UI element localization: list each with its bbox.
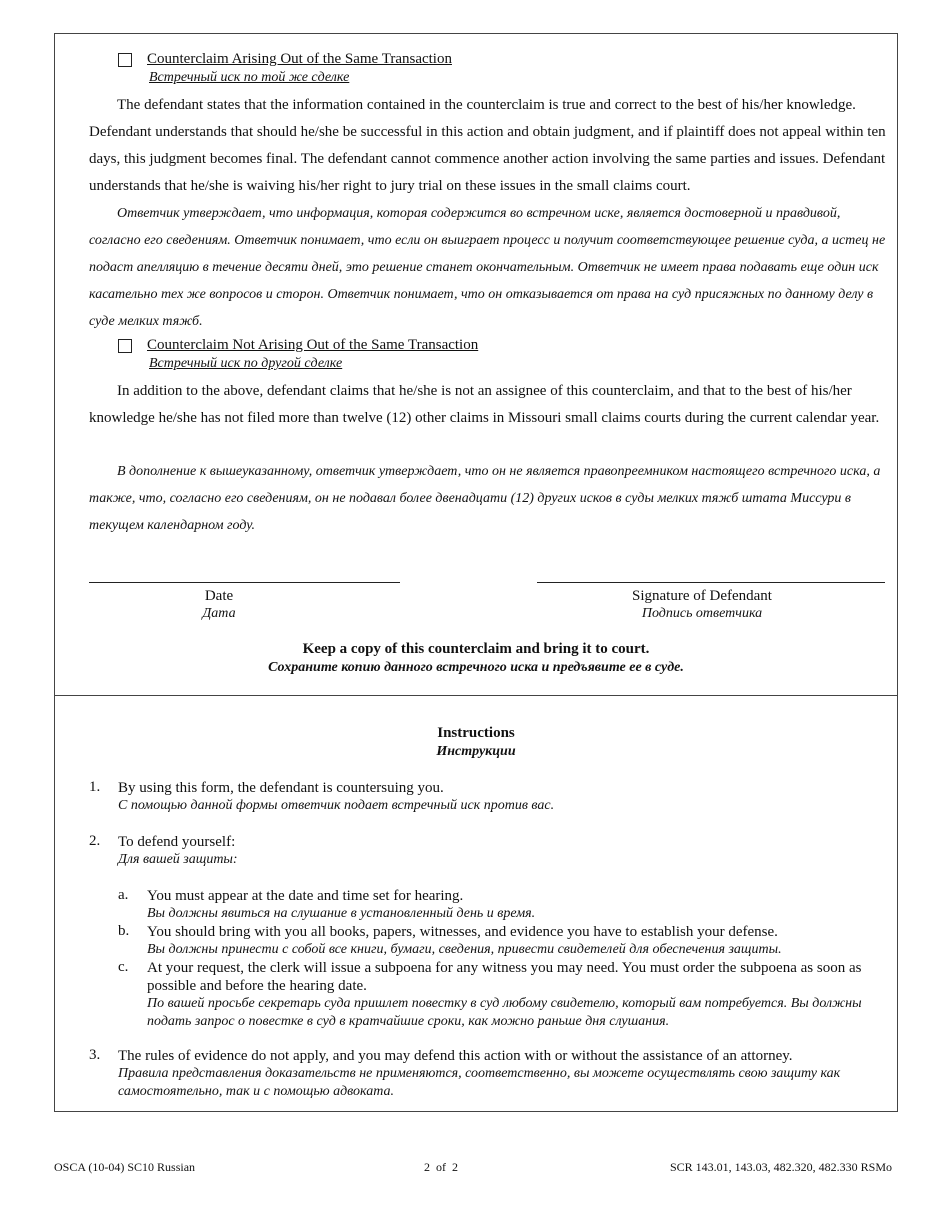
option2-paragraph-ru: В дополнение к вышеуказанному, ответчик утверждает, что он не является правопреемником настоящего встречного иска, а также, что, согласно его сведениям, он не подавал более двенадцати (12) других исков в суды мелких тяжб штата Миссури в текущем календарном году. [89, 464, 881, 533]
option1-paragraph-en: The defendant states that the information contained in the counterclaim is true and correct to the best of his/her knowledge. Defendant understands that should he/she be successful in this action and obtain judgment, and if plaintiff does not appeal within ten days, this judgment becomes final. The defendant cannot commence another action involving the same parties and issues. Defendant understands that he/she is waiving his/her right to jury trial on these issues in the small claims court. [89, 97, 886, 194]
item1-number: 1. [89, 779, 101, 795]
item2c-letter: c. [118, 959, 129, 975]
date-label-en: Date [204, 588, 234, 604]
item3 [118, 1047, 858, 1101]
option2-paragraph-en: In addition to the above, defendant claims that he/she is not an assignee of this counterclaim, and that to the best of his/her knowledge he/she has not filed more than twelve (12) other claims in Missouri small claims courts during the current calendar year. [89, 383, 880, 426]
item2b [147, 923, 892, 959]
item2-number: 2. [89, 833, 101, 849]
keep-copy-en: Keep a copy of this counterclaim and bring it to court. [302, 641, 650, 657]
same-transaction-checkbox[interactable] [118, 53, 132, 67]
item2b-ru: Вы должны принести с собой все книги, бумаги, сведения, привести свидетелей для обеспечения защиты. [147, 942, 782, 957]
date-line[interactable] [89, 582, 400, 583]
item1-en: By using this form, the defendant is countersuing you. [118, 780, 444, 796]
signature-line[interactable] [537, 582, 885, 583]
option1-label-ru: Встречный иск по той же сделке [149, 70, 350, 85]
item1 [118, 779, 888, 815]
item2a-letter: a. [118, 887, 129, 903]
signature-label-ru: Подпись ответчика [641, 606, 763, 621]
keep-copy-ru: Сохраните копию данного встречного иска и предъявите ее в суде. [268, 660, 684, 675]
item2-ru: Для вашей защиты: [118, 852, 238, 867]
item1-ru: С помощью данной формы ответчик подает встречный иск против вас. [118, 798, 555, 813]
item2 [118, 833, 888, 869]
item2b-en: You should bring with you all books, papers, witnesses, and evidence you have to establish your defense. [147, 924, 778, 940]
item2a-ru: Вы должны явиться на слушание в установленный день и время. [147, 906, 536, 921]
item2c-ru: По вашей просьбе секретарь суда пришлет повестку в суд любому свидетелю, который вам потребуется. Вы должны подать запрос о повестке в суд в кратчайшие сроки, как можно раньше дня слушания. [147, 996, 862, 1029]
instructions-title-ru: Инструкции [436, 744, 516, 759]
footer-statutes: SCR 143.01, 143.03, 482.320, 482.330 RSMo [669, 1160, 892, 1174]
instructions-title-en: Instructions [437, 725, 515, 741]
item2a-en: You must appear at the date and time set for hearing. [147, 888, 464, 904]
footer-page-number: 2 of 2 [424, 1160, 458, 1174]
item3-en: The rules of evidence do not apply, and you may defend this action with or without the assistance of an attorney. [118, 1048, 793, 1064]
item2b-letter: b. [118, 923, 130, 939]
other-transaction-checkbox[interactable] [118, 339, 132, 353]
option2-label-ru: Встречный иск по другой сделке [149, 356, 343, 371]
date-label-ru: Дата [202, 606, 236, 621]
item2-en: To defend yourself: [118, 834, 236, 850]
option1-paragraph-ru: Ответчик утверждает, что информация, которая содержится во встречном иске, является достоверной и правдивой, согласно его сведениям. Ответчик понимает, что если он выиграет процесс и получит соответствующее решение суда, а истец не подаст апелляцию в течение десяти дней, это решение станет окончательным. Ответчик не имеет права подавать еще один иск касательно тех же вопросов и сторон. Ответчик понимает, что он отказывается от права на суд присяжных по данному делу в суде мелких тяжб. [89, 206, 886, 329]
item3-number: 3. [89, 1047, 101, 1063]
item3-ru: Правила представления доказательств не применяются, соответственно, вы можете осуществлять свою защиту как самостоятельно, так и с помощью адвоката. [118, 1066, 841, 1099]
item2c [147, 959, 887, 1031]
item2c-en: At your request, the clerk will issue a subpoena for any witness you may need. You must order the subpoena as soon as possible and before the hearing date. [147, 960, 862, 994]
footer-form-id: OSCA (10-04) SC10 Russian [54, 1160, 196, 1174]
option1-label-en: Counterclaim Arising Out of the Same Transaction [147, 51, 452, 67]
item2a [147, 887, 892, 923]
signature-label-en: Signature of Defendant [632, 588, 772, 604]
section-divider [54, 695, 898, 696]
option2-label-en: Counterclaim Not Arising Out of the Same Transaction [147, 337, 479, 353]
